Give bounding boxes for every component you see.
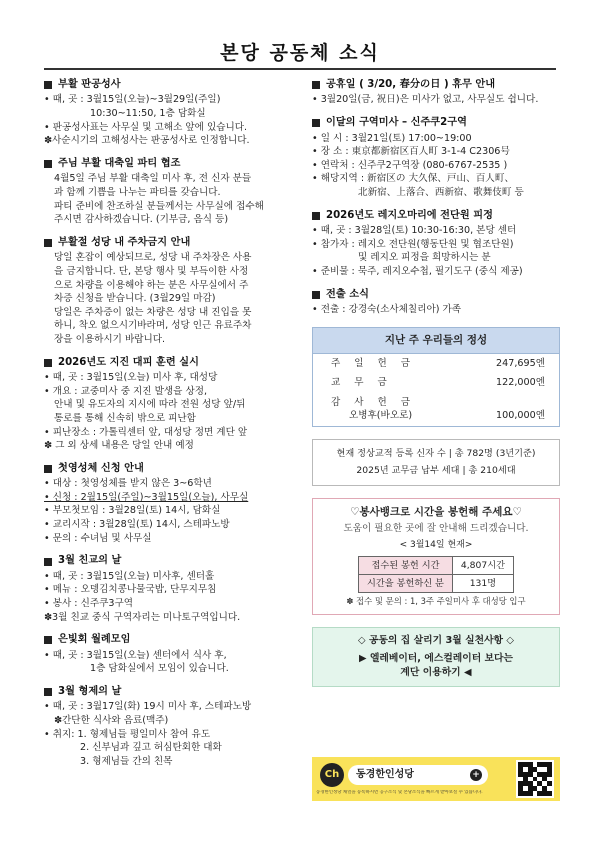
square-bullet-icon [312,212,320,220]
campaign-line: 계단 이용하기 ◀ [400,667,472,679]
section-heading: 전출 소식 [312,288,560,302]
table-cell: 시간을 봉헌하신 분 [359,575,453,593]
table-cell: 131명 [452,575,513,593]
text-line: 장을 이용하시기 바랍니다. [54,333,166,345]
text-line: 을 금지합니다. 단, 본당 행사 및 부득이한 사정 [54,265,249,277]
text-line: • 연락처 : 신주쿠2구역장 (080-6767-2535 ) [312,159,508,171]
text-line: 당일 혼잡이 예상되므로, 성당 내 주차장은 사용 [54,252,252,264]
section-holiday-closure [312,78,560,107]
table-row [359,575,514,593]
volunteer-bank-box [312,498,560,615]
campaign-box [312,627,560,687]
registry-line: 현재 정상교적 등록 신자 수 | 총 782명 (3년기준) [336,447,536,459]
text-line: • 때, 곳 : 3월17일(화) 19시 미사 후, 스테파노방 [44,701,252,713]
offering-label-group [331,396,424,423]
text-line: 10:30~11:50, 1층 담화실 [90,108,206,120]
text-line: 北新宿、上落合、西新宿、歌舞伎町 등 [358,187,524,199]
offering-row [313,354,559,374]
section-parking [44,236,302,347]
text-line: • 신청 : 2월15일(주일)~3월15일(오늘), 사무실 [44,491,249,503]
text-line: 주시면 감사하겠습니다. (기부금, 음식 등) [54,214,229,226]
square-bullet-icon [312,291,320,299]
plus-icon[interactable]: + [470,769,482,781]
text-line: • 피난장소 : 가톨릭센터 앞, 대성당 정면 계단 앞 [44,426,248,438]
section-heading: 공휴일 ( 3/20, 春分の日 ) 휴무 안내 [312,78,560,92]
registry-line: 2025년 교무금 납부 세대 | 총 210세대 [356,465,516,477]
text-line: • 전출 : 강경숙(소사체칠리아) 가족 [312,304,462,316]
text-line: 및 레지오 피정을 희망하시는 분 [358,252,491,264]
text-line: • 때, 곳 : 3월15일(오늘) 센터에서 식사 후, [44,649,227,661]
section-brothers-day [44,685,302,769]
offering-value: 122,000엔 [496,377,545,389]
section-heading: 주님 부활 대축일 파티 협조 [44,157,302,171]
text-line: • 준비물 : 묵주, 레지오수첩, 필기도구 (중식 제공) [312,265,523,277]
left-column [44,78,302,777]
volunteer-note: ✽ 접수 및 문의 : 1, 3주 주일미사 후 대성당 입구 [346,596,526,607]
text-line: 하니, 착오 없으시기바라며, 성당 인근 유료주차 [54,320,252,332]
section-heading: 부활 판공성사 [44,78,302,92]
square-bullet-icon [44,359,52,367]
table-cell: 접수된 봉헌 시간 [359,557,453,575]
square-bullet-icon [44,81,52,89]
offering-sublabel: 오병후(바오로) [349,410,413,422]
text-line: 통로를 통해 신속히 밖으로 피난함 [54,412,196,424]
channel-banner[interactable] [312,757,560,801]
section-easter-confession [44,78,302,148]
offering-label: 교무금 [331,377,401,389]
volunteer-title: ♡봉사뱅크로 시간을 봉헌해 주세요♡ [350,505,522,518]
text-line: ✽ 그 외 상세 내용은 당일 안내 예정 [44,440,194,452]
square-bullet-icon [312,81,320,89]
section-heading: 첫영성체 신청 안내 [44,462,302,476]
offering-value: 247,695엔 [496,357,545,369]
text-line: • 메뉴 : 오뎅김치콩나물국밥, 단무지무침 [44,584,217,596]
text-line: • 때, 곳 : 3월15일(오늘)~3월29일(주일) [44,94,221,106]
table-row [359,557,514,575]
text-line: • 때, 곳 : 3월15일(오늘) 미사후, 센터홀 [44,570,215,582]
square-bullet-icon [44,558,52,566]
volunteer-date: < 3월14일 현재> [399,540,473,551]
section-first-communion [44,462,302,546]
text-line: 안내 및 유도자의 지시에 따라 전원 성당 앞/뒤 [54,399,246,411]
section-fellowship-day [44,554,302,624]
text-line: • 문의 : 수녀님 및 사무실 [44,532,152,544]
text-line: • 취지: 1. 형제님들 평일미사 참여 유도 [44,728,211,740]
volunteer-table [358,556,514,593]
text-line: • 일 시 : 3월21일(토) 17:00~19:00 [312,132,472,144]
text-line: 1층 담화실에서 모임이 있습니다. [90,663,229,675]
square-bullet-icon [312,119,320,127]
channel-name: 동경한인성당 [356,769,414,780]
text-line: • 때, 곳 : 3월28일(토) 10:30-16:30, 본당 센터 [312,225,517,237]
table-cell: 4,807시간 [452,557,513,575]
offering-box [312,327,560,427]
text-line: ✽사순시기의 고해성사는 판공성사로 인정합니다. [44,135,250,147]
channel-note: 동경한인성당 채널을 등록하시면 공구소식 및 본당소식을 빠르게 받아보실 수 있습니다. [316,790,483,795]
section-transfer [312,288,560,317]
text-line: • 3월20일(금, 祝日)은 미사가 없고, 사무실도 쉽니다. [312,94,539,106]
section-heading: 은빛회 월례모임 [44,633,302,647]
page-title: 본당 공동체 소식 [220,42,380,64]
square-bullet-icon [44,160,52,168]
channel-name-bar[interactable] [348,765,488,785]
text-line: 파티 준비에 찬조하실 분들께서는 사무실에 접수해 [54,200,264,212]
section-heading: 이달의 구역미사 – 신주쿠2구역 [312,116,560,130]
text-line: • 봉사 : 신주쿠3구역 [44,597,134,609]
campaign-line: ▶ 엘레베이터, 에스컬레이터 보다는 [359,653,513,665]
volunteer-subtitle: 도움이 필요한 곳에 잘 안내해 드리겠습니다. [343,522,529,534]
campaign-title: ◇ 공동의 집 살리기 3월 실천사항 ◇ [358,635,514,647]
text-line: • 대상 : 첫영성체를 받지 않은 3~6학년 [44,478,212,490]
text-line: 2. 신부님과 깊고 허심탄회한 대화 [80,742,222,754]
text-line: • 개요 : 교중미사 중 지진 발생을 상정, [44,385,208,397]
text-line: ✽간단한 식사와 음료(맥주) [54,714,169,726]
text-line: • 부모첫모임 : 3월28일(토) 14시, 담화실 [44,505,221,517]
text-line: 4월5일 주님 부활 대축일 미사 후, 전 신자 분들 [54,173,252,185]
section-heading: 3월 친교의 날 [44,554,302,568]
channel-logo-icon: Ch [320,763,344,787]
text-line: 과 함께 기쁨을 나누는 파티를 갖습니다. [54,187,221,199]
qr-pattern [518,762,552,796]
text-line: 차증 신청을 받습니다. (3월29일 마감) [54,293,216,305]
square-bullet-icon [44,636,52,644]
offering-value: 100,000엔 [496,410,545,422]
text-line: • 장 소 : 東京都新宿区百人町 3-1-4 C2306号 [312,146,511,158]
section-earthquake-drill [44,356,302,453]
text-line: • 때, 곳 : 3월15일(오늘) 미사 후, 대성당 [44,372,218,384]
section-heading: 부활절 성당 내 주차금지 안내 [44,236,302,250]
section-easter-party [44,157,302,227]
registry-box [312,439,560,486]
offering-heading: 지난 주 우리들의 정성 [313,328,559,354]
text-line: 3. 형제님들 간의 친목 [80,755,173,767]
text-line: • 참가자 : 레지오 전단원(행동단원 및 협조단원) [312,238,514,250]
square-bullet-icon [44,688,52,696]
text-line: • 해당지역 : 新宿区の 大久保、戸山、百人町、 [312,173,515,185]
text-line: 당일은 주차증이 없는 차량은 성당 내 진입을 못 [54,306,252,318]
text-line: ✽3월 친교 중식 구역자리는 미나토구역입니다. [44,611,241,623]
text-line: • 판공성사표는 사무실 및 고해소 앞에 있습니다. [44,121,248,133]
text-line: 으로 차량을 이용해야 하는 분은 사무실에서 주 [54,279,249,291]
offering-row [313,393,559,426]
square-bullet-icon [44,465,52,473]
square-bullet-icon [44,239,52,247]
section-heading: 3월 형제의 날 [44,685,302,699]
offering-label: 감사헌금 [331,396,425,408]
section-heading: 2026년도 레지오마리에 전단원 피정 [312,209,560,223]
offering-label: 주일헌금 [331,357,425,369]
section-heading: 2026년도 지진 대피 훈련 실시 [44,356,302,370]
text-line: • 교리시작 : 3월28일(토) 14시, 스테파노방 [44,519,230,531]
qr-code-icon[interactable] [516,760,554,798]
offering-row [313,373,559,393]
right-column [312,78,560,687]
section-district-mass [312,116,560,200]
section-silver-club [44,633,302,676]
section-legio-retreat [312,209,560,279]
title-divider [44,68,556,70]
